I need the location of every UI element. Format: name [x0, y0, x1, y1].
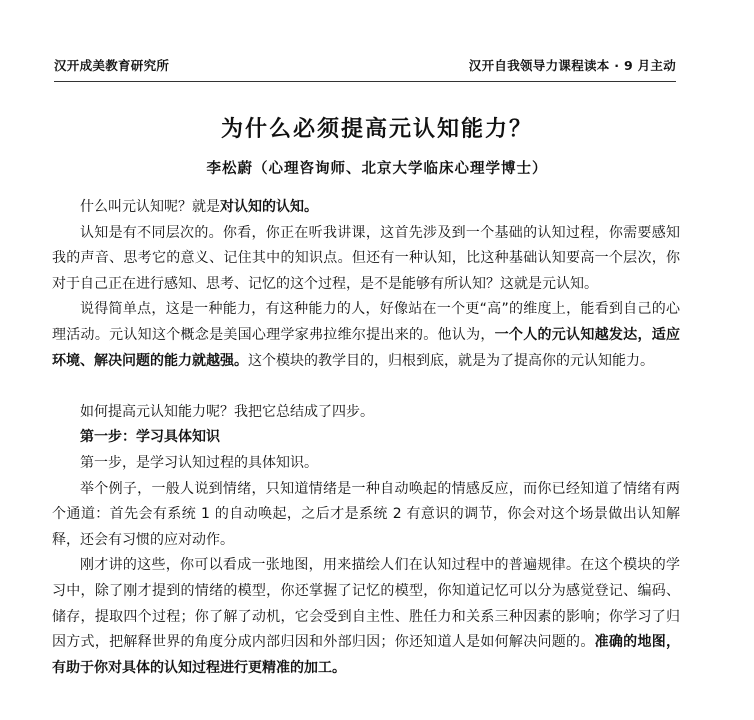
text-run: 什么叫元认知呢？就是: [80, 199, 220, 215]
paragraph: [52, 553, 680, 681]
text-run: 这个模块的教学目的，归根到底，就是为了提高你的元认知能力。: [248, 352, 654, 369]
article-title: 为什么必须提高元认知能力？: [220, 117, 533, 142]
text-run: 第一步，是学习认知过程的具体知识。: [80, 454, 318, 471]
header-left: 汉开成美教育研究所: [54, 58, 170, 73]
text-run: 举个例子，一般人说到情绪，只知道情绪是一种自动唤起的情感反应，而你已经知道了情绪有两个通道：首先会有系统 1 的自动唤起，之后才是系统 2 有意识的调节，你会对这个场景做出认知解释，还会有习惯的应对动作。: [52, 480, 680, 548]
bold-text: 对认知的认知。: [220, 199, 318, 215]
bold-text: 准确的地图，有助于你对具体的认知过程进行更精准的加工。: [52, 634, 681, 676]
text-run: 认知是有不同层次的。你看，你正在听我讲课，这首先涉及到一个基础的认知过程，你需要感知我的声音、思考它的意义、记住其中的知识点。但还有一种认知，比这种基础认知要高一个层次，你对于自己正在进行感知、思考、记忆的这个过程，是不是能够有所认知？这就是元认知。: [52, 224, 680, 292]
article-author: 李松蔚（心理咨询师、北京大学临床心理学博士）: [206, 161, 548, 177]
header-divider: [54, 81, 676, 82]
article-body: [52, 195, 680, 681]
paragraph: [52, 221, 680, 298]
header-right: 汉开自我领导力课程读本 · 9 月主动: [468, 58, 676, 73]
paragraph: [52, 297, 680, 374]
bold-text: 一个人的元认知越发达，适应环境、解决问题的能力就越强。: [52, 326, 681, 369]
bold-text: 第一步：学习具体知识: [80, 429, 220, 446]
paragraph: [52, 195, 680, 221]
paragraph: [52, 477, 680, 554]
running-header: [54, 56, 676, 80]
text-run: 说得简单点，这是一种能力，有这种能力的人，好像站在一个更“高”的维度上，能看到自己的心理活动。元认知这个概念是美国心理学家弗拉维尔提出来的。他认为，: [52, 301, 680, 343]
text-run: 如何提高元认知能力呢？我把它总结成了四步。: [80, 403, 374, 420]
text-run: 刚才讲的这些，你可以看成一张地图，用来描绘人们在认知过程中的普遍规律。在这个模块的学习中，除了刚才提到的情绪的模型，你还掌握了记忆的模型，你知道记忆可以分为感觉登记、编码、储存，提取四个过程；你了解了动机，它会受到自主性、胜任力和关系三种因素的影响；你学习了归因方式，把解释世界的角度分成内部归因和外部归因；你还知道人是如何解决问题的。: [52, 557, 680, 651]
paragraph: [52, 451, 680, 477]
paragraph: [52, 400, 680, 426]
paragraph: [52, 425, 680, 451]
